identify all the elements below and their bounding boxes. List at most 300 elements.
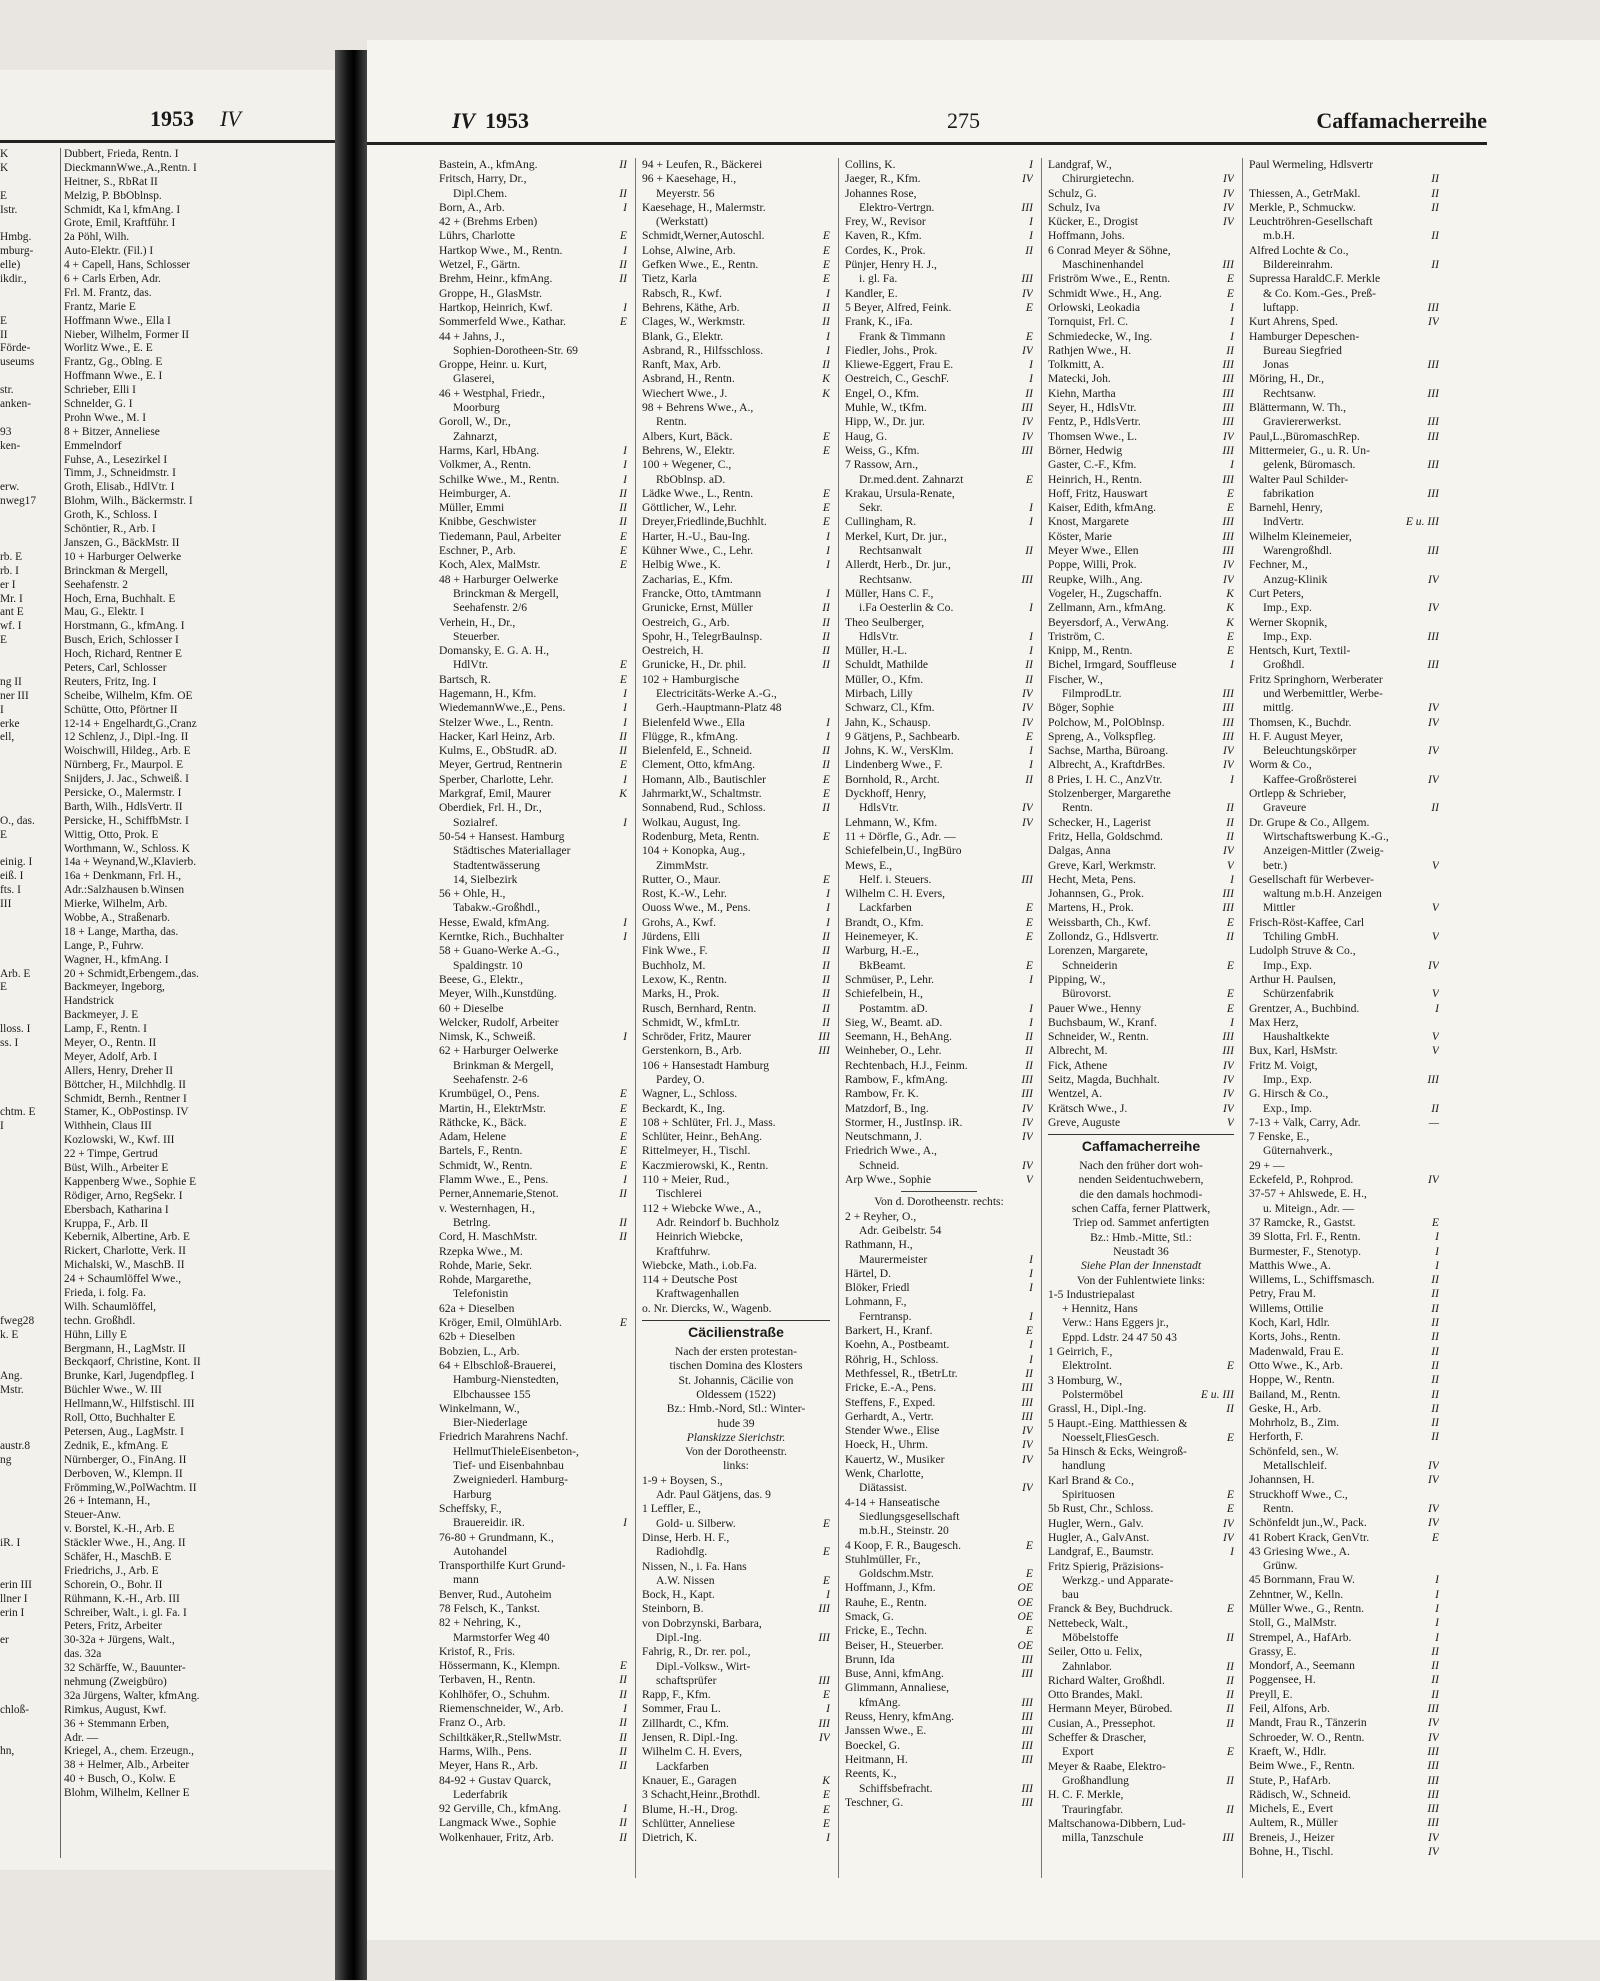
- floor-marker: IV: [1223, 1101, 1234, 1115]
- floor-marker: I: [826, 329, 830, 343]
- floor-marker: I: [826, 915, 830, 929]
- directory-entry: [845, 616, 1033, 630]
- directory-entry: [1249, 530, 1439, 544]
- entry-name: Fricke, E., Techn.: [845, 1624, 928, 1638]
- entry-name: Rabsch, R., Kwf.: [642, 286, 722, 300]
- floor-marker: E: [1226, 644, 1234, 658]
- entry-name: Glimmann, Annaliese,: [845, 1681, 950, 1695]
- entry-name: bau: [1062, 1588, 1079, 1602]
- entry-name: Bielenfeld Wwe., Ella: [642, 715, 745, 729]
- left-listing-row: [0, 981, 335, 995]
- directory-entry: [1048, 1631, 1234, 1645]
- directory-entry: [439, 1445, 627, 1459]
- entry-name: Bichel, Irmgard, Souffleuse: [1048, 658, 1177, 672]
- floor-marker: II: [822, 801, 830, 815]
- directory-entry: [642, 1230, 830, 1244]
- entry-name: Sekr.: [859, 501, 883, 515]
- left-page-volume: IV: [220, 106, 241, 131]
- left-fragment-text: chloß-: [0, 1703, 30, 1716]
- floor-marker: IV: [1428, 601, 1439, 615]
- entry-name: Beese, G., Elektr.,: [439, 972, 524, 986]
- entry-name: Max Herz,: [1249, 1015, 1299, 1029]
- floor-marker: II: [619, 1230, 627, 1244]
- entry-name: Mittler: [1263, 901, 1296, 915]
- entry-name: Dalgas, Anna: [1048, 844, 1111, 858]
- floor-marker: III: [1222, 401, 1234, 415]
- book-gutter: [335, 50, 367, 1980]
- directory-entry: [1249, 973, 1439, 987]
- floor-marker: E: [1226, 958, 1234, 972]
- floor-marker: II: [822, 1001, 830, 1015]
- directory-entry: [439, 401, 627, 415]
- column-rule: [1242, 158, 1243, 1878]
- left-listing-row: [0, 1301, 335, 1315]
- directory-entry: [1249, 1831, 1439, 1845]
- floor-marker: II: [1431, 1358, 1439, 1372]
- directory-entry: [439, 544, 627, 558]
- directory-entry: [439, 1673, 627, 1687]
- directory-entry: [1249, 487, 1439, 501]
- floor-marker: I: [623, 715, 627, 729]
- floor-marker: IV: [1223, 186, 1234, 200]
- left-fragment-text: ss. I: [0, 1037, 19, 1049]
- floor-marker: I: [826, 1831, 830, 1845]
- left-listing-row: [0, 1384, 335, 1398]
- directory-entry: [1048, 1302, 1234, 1316]
- entry-name: Smack, G.: [845, 1609, 894, 1623]
- directory-entry: [1048, 901, 1234, 915]
- floor-marker: IV: [1022, 1115, 1033, 1129]
- directory-entry: [845, 187, 1033, 201]
- floor-marker: E: [1226, 501, 1234, 515]
- entry-name: Mondorf, A., Seemann: [1249, 1659, 1355, 1673]
- floor-marker: E: [1025, 472, 1033, 486]
- entry-name: Schulz, G.: [1048, 186, 1097, 200]
- left-listing-row: [0, 1690, 335, 1704]
- directory-entry: [439, 258, 627, 272]
- left-listing-row: [0, 384, 335, 398]
- entry-name: Willems, Ottilie: [1249, 1301, 1324, 1315]
- directory-entry: [845, 215, 1033, 229]
- floor-marker: IV: [1022, 1424, 1033, 1438]
- floor-marker: II: [1025, 1030, 1033, 1044]
- floor-marker: E: [822, 1788, 830, 1802]
- entry-name: Zollondz, G., Hdlsvertr.: [1048, 930, 1159, 944]
- entry-name: 7 Rassow, Arn.,: [845, 458, 918, 472]
- floor-marker: III: [1427, 1816, 1439, 1830]
- floor-marker: E: [619, 1087, 627, 1101]
- directory-entry: [845, 1367, 1033, 1381]
- entry-name: Kücker, E., Drogist: [1048, 215, 1139, 229]
- floor-marker: II: [1431, 172, 1439, 186]
- left-listing-row: [0, 565, 335, 579]
- floor-marker: E: [822, 1545, 830, 1559]
- left-fragment-text: E: [0, 981, 7, 994]
- directory-entry: [439, 730, 627, 744]
- entry-name: Meyer, Gertrud, Rentnerin: [439, 758, 563, 772]
- floor-marker: K: [1226, 615, 1234, 629]
- floor-marker: III: [1222, 729, 1234, 743]
- floor-marker: II: [1226, 1659, 1234, 1673]
- left-listing-row: [0, 1079, 335, 1093]
- left-fragment-text: I: [0, 703, 4, 716]
- directory-entry: [1249, 1102, 1439, 1116]
- entry-name: Sieg, W., Beamt. aD.: [845, 1015, 943, 1029]
- floor-marker: E: [1226, 1488, 1234, 1502]
- directory-entry: [845, 1381, 1033, 1395]
- directory-entry: [439, 787, 627, 801]
- left-listing-row: [0, 287, 335, 301]
- directory-entry: [642, 1116, 830, 1130]
- directory-entry: [845, 1767, 1033, 1781]
- entry-name: Bock, H., Kapt.: [642, 1588, 715, 1602]
- floor-marker: IV: [1223, 200, 1234, 214]
- entry-name: mittlg.: [1263, 701, 1294, 715]
- floor-marker: I: [1435, 1258, 1439, 1272]
- left-fragment-text: hn,: [0, 1745, 15, 1758]
- directory-entry: [642, 387, 830, 401]
- entry-name: Stelzer Wwe., L., Rentn.: [439, 715, 554, 729]
- directory-entry: [1249, 187, 1439, 201]
- floor-marker: V: [1431, 1030, 1439, 1044]
- left-listing-row: [0, 440, 335, 454]
- directory-entry: [1249, 701, 1439, 715]
- entry-name: Köster, Marie: [1048, 529, 1112, 543]
- directory-entry: [1249, 258, 1439, 272]
- floor-marker: III: [1427, 1073, 1439, 1086]
- entry-name: Reents, K.,: [845, 1767, 897, 1781]
- floor-marker: III: [1021, 1652, 1033, 1666]
- floor-marker: K: [822, 1773, 830, 1787]
- directory-entry: [642, 272, 830, 286]
- entry-name: Rambow, F., kfmAng.: [845, 1073, 948, 1086]
- left-fragment-text: mburg-: [0, 245, 34, 258]
- floor-marker: E: [1431, 1530, 1439, 1544]
- floor-marker: E: [822, 829, 830, 843]
- directory-entry: [642, 487, 830, 501]
- entry-name: Zehntner, W., Kelln.: [1249, 1587, 1344, 1601]
- directory-entry: [1048, 716, 1234, 730]
- floor-marker: I: [623, 815, 627, 829]
- directory-entry: [439, 229, 627, 243]
- floor-marker: III: [1021, 1781, 1033, 1795]
- left-listing-row: [0, 1537, 335, 1551]
- entry-name: Kaffee-Großrösterei: [1263, 772, 1357, 786]
- directory-entry: [845, 1667, 1033, 1681]
- entry-name: Harms, Wilh., Pens.: [439, 1744, 532, 1758]
- left-listing-row: [0, 1162, 335, 1176]
- directory-entry: [439, 930, 627, 944]
- directory-entry: [1048, 1660, 1234, 1674]
- floor-marker: IV: [1223, 558, 1234, 572]
- floor-marker: III: [1427, 415, 1439, 429]
- entry-name: Knost, Margarete: [1048, 515, 1129, 529]
- left-listing-row: [0, 509, 335, 523]
- left-fragment-text: O., das.: [0, 814, 35, 827]
- directory-entry: [439, 859, 627, 873]
- directory-entry: [845, 873, 1033, 887]
- entry-name: Fricke, E.-A., Pens.: [845, 1381, 937, 1395]
- left-listing-row: [0, 856, 335, 870]
- entry-name: Dinse, Herb. H. F.,: [642, 1530, 730, 1544]
- left-fragment-text: eiß. I: [0, 870, 24, 883]
- entry-name: Brinkman & Mergell,: [453, 1058, 554, 1072]
- directory-entry: [439, 1759, 627, 1773]
- floor-marker: II: [822, 315, 830, 329]
- entry-name: Rohde, Marie, Sekr.: [439, 1258, 533, 1272]
- entry-name: Wirtschaftswerbung K.-G.,: [1263, 829, 1389, 843]
- directory-entry: [1249, 987, 1439, 1001]
- directory-entry: [439, 1330, 627, 1344]
- directory-entry: [1249, 1388, 1439, 1402]
- left-entry-text: Kriegel, A., chem. Erzeugn.,: [64, 1745, 194, 1758]
- directory-entry: [845, 844, 1033, 858]
- entry-name: Oestreich, G., Arb.: [642, 615, 730, 629]
- entry-name: Telefonistin: [453, 1287, 509, 1301]
- directory-entry: [642, 401, 830, 415]
- directory-entry: [1048, 1745, 1234, 1759]
- floor-marker: I: [1230, 1015, 1234, 1029]
- floor-marker: I: [623, 930, 627, 944]
- floor-marker: II: [619, 1759, 627, 1773]
- directory-entry: [1249, 716, 1439, 730]
- entry-name: Wilhelm C. H. Evers,: [642, 1745, 742, 1759]
- left-fragment-text: Istr.: [0, 203, 18, 216]
- left-listing-row: [0, 1732, 335, 1746]
- floor-marker: II: [1431, 1273, 1439, 1287]
- entry-name: Jürdens, Elli: [642, 930, 700, 944]
- floor-marker: I: [623, 915, 627, 929]
- entry-name: betr.): [1263, 858, 1288, 872]
- directory-entry: [1249, 1016, 1439, 1030]
- floor-marker: III: [1222, 515, 1234, 529]
- entry-name: Wenk, Charlotte,: [845, 1467, 924, 1481]
- left-entry-text: Backmeyer, Ingeborg,: [64, 981, 165, 994]
- floor-marker: III: [1222, 715, 1234, 729]
- directory-entry: [1249, 1302, 1439, 1316]
- left-listing-row: [0, 1551, 335, 1565]
- entry-name: Schiltkäker,R.,StellwMstr.: [439, 1730, 562, 1744]
- entry-name: Marmstorfer Weg 40: [453, 1630, 550, 1644]
- left-listing-row: [0, 690, 335, 704]
- directory-entry: [845, 730, 1033, 744]
- directory-entry: [1249, 1273, 1439, 1287]
- directory-entry: [845, 658, 1033, 672]
- floor-marker: I: [1029, 515, 1033, 529]
- directory-entry: [439, 587, 627, 601]
- directory-entry: [1048, 1674, 1234, 1688]
- directory-entry: [1249, 201, 1439, 215]
- floor-marker: II: [619, 1673, 627, 1687]
- entry-name: Kaiser, Edith, kfmAng.: [1048, 501, 1157, 515]
- floor-marker: E: [1226, 272, 1234, 286]
- entry-name: Behrens, W., Elektr.: [642, 443, 735, 457]
- entry-name: Stuhlmüller, Fr.,: [845, 1552, 921, 1566]
- directory-entry: [845, 887, 1033, 901]
- left-listing-row: [0, 662, 335, 676]
- directory-entry: [439, 287, 627, 301]
- directory-entry: [439, 1030, 627, 1044]
- floor-marker: E: [619, 1158, 627, 1172]
- floor-marker: V: [1431, 930, 1439, 944]
- entry-name: Meyerstr. 56: [656, 186, 715, 200]
- floor-marker: II: [1431, 1287, 1439, 1301]
- floor-marker: I: [1029, 629, 1033, 643]
- entry-name: Aultem, R., Müller: [1249, 1816, 1338, 1830]
- directory-entry: [642, 1016, 830, 1030]
- floor-marker: E: [822, 258, 830, 272]
- entry-name: Zellmann, Arn., kfmAng.: [1048, 601, 1166, 615]
- left-listing-row: [0, 870, 335, 884]
- left-entry-text: Worthmann, W., Schloss. K: [64, 842, 190, 855]
- entry-name: Oestreich, C., GeschF.: [845, 372, 950, 386]
- street-description-line: Von d. Dorotheenstr. rechts:: [874, 1195, 1004, 1209]
- entry-name: Pauer Wwe., Henny: [1048, 1001, 1142, 1015]
- left-entry-text: Groth, Elisab., HdlVtr. I: [64, 481, 175, 494]
- directory-entry: [642, 1674, 830, 1688]
- directory-entry: [1249, 1230, 1439, 1244]
- floor-marker: —: [1428, 1115, 1439, 1129]
- entry-name: Oestreich, H.: [642, 644, 704, 658]
- directory-entry: [439, 1831, 627, 1845]
- directory-entry: [642, 1087, 830, 1101]
- left-fragment-text: I: [0, 1120, 4, 1133]
- directory-entry: [1249, 730, 1439, 744]
- left-fragment-text: K: [0, 148, 9, 160]
- entry-name: Matecki, Joh.: [1048, 372, 1111, 386]
- directory-entry: [845, 1173, 1033, 1187]
- floor-marker: III: [1021, 1695, 1033, 1709]
- directory-entry: [439, 987, 627, 1001]
- directory-entry: [642, 859, 830, 873]
- left-entry-text: Heitner, S., RbRat II: [64, 175, 158, 188]
- entry-name: Cusian, A., Pressephot.: [1048, 1716, 1156, 1730]
- street-description-line: St. Johannis, Cäcilie von: [678, 1373, 794, 1387]
- directory-entry: [845, 515, 1033, 529]
- floor-marker: IV: [1022, 343, 1033, 357]
- directory-entry: [439, 1187, 627, 1201]
- floor-marker: IV: [1022, 686, 1033, 700]
- floor-marker: E: [1226, 987, 1234, 1001]
- entry-name: Hecht, Meta, Pens.: [1048, 872, 1136, 886]
- entry-name: Clement, Otto, kfmAng.: [642, 758, 756, 772]
- directory-entry: [642, 1602, 830, 1616]
- directory-entry: [1048, 1717, 1234, 1731]
- left-listing-row: [0, 162, 335, 176]
- directory-entry: [642, 1488, 830, 1502]
- directory-entry: [1048, 730, 1234, 744]
- directory-entry: [845, 1338, 1033, 1352]
- entry-name: Kaesehage, H., Malermstr.: [642, 200, 766, 214]
- directory-entry: [642, 244, 830, 258]
- directory-entry: [1249, 473, 1439, 487]
- entry-name: Hipp, W., Dr. jur.: [845, 415, 925, 429]
- entry-name: Johns, K. W., VersKlm.: [845, 744, 954, 758]
- directory-entry: [1048, 1702, 1234, 1716]
- floor-marker: III: [1222, 1044, 1234, 1058]
- directory-entry: [845, 1639, 1033, 1653]
- directory-entry: [642, 1645, 830, 1659]
- entry-name: Brandt, O., Kfm.: [845, 915, 924, 929]
- entry-name: Asbrand, H., Rentn.: [642, 372, 735, 386]
- directory-entry: [845, 1044, 1033, 1058]
- entry-name: Helf. i. Steuers.: [859, 872, 932, 886]
- left-page-listing: [0, 148, 335, 1801]
- left-listing-row: [0, 231, 335, 245]
- entry-name: 1 Geirrich, F.,: [1048, 1345, 1113, 1359]
- directory-entry: [1048, 1002, 1234, 1016]
- directory-entry: [439, 358, 627, 372]
- directory-entry: [439, 1216, 627, 1230]
- left-entry-text: Beckqaorf, Christine, Kont. II: [64, 1356, 201, 1369]
- directory-entry: [439, 501, 627, 515]
- entry-name: v. Westernhagen, H.,: [439, 1201, 535, 1215]
- entry-name: 112 + Wiebcke Wwe., A.,: [642, 1201, 762, 1215]
- left-listing-row: [0, 1093, 335, 1107]
- entry-name: HdlsVtr.: [859, 629, 899, 643]
- directory-entry: [439, 616, 627, 630]
- directory-entry: [439, 1788, 627, 1802]
- floor-marker: IV: [1428, 744, 1439, 758]
- directory-entry: [642, 616, 830, 630]
- floor-marker: I: [1029, 1001, 1033, 1015]
- directory-entry: [1048, 401, 1234, 415]
- entry-name: Müller, Hans C. F.,: [845, 586, 934, 600]
- entry-name: Heinrich, H., Rentn.: [1048, 472, 1143, 486]
- floor-marker: IV: [1022, 701, 1033, 715]
- left-page-fragment: [0, 70, 335, 1870]
- floor-marker: IV: [1428, 1845, 1439, 1859]
- directory-entry: [439, 1473, 627, 1487]
- directory-entry: [642, 1803, 830, 1817]
- directory-entry: [439, 658, 627, 672]
- directory-entry: [642, 1660, 830, 1674]
- directory-entry: [1048, 887, 1234, 901]
- entry-name: Rittelmeyer, H., Tischl.: [642, 1144, 751, 1158]
- directory-entry: [439, 1616, 627, 1630]
- floor-marker: III: [1021, 1667, 1033, 1681]
- directory-entry: [642, 1631, 830, 1645]
- floor-marker: IV: [1223, 572, 1234, 586]
- entry-name: Frank, K., iFa.: [845, 315, 913, 329]
- directory-entry: [845, 372, 1033, 386]
- floor-marker: E: [822, 1688, 830, 1702]
- entry-name: Wolkenhauer, Fritz, Arb.: [439, 1830, 554, 1844]
- entry-name: Struckhoff Wwe., C.,: [1249, 1487, 1348, 1501]
- entry-name: Rentn.: [656, 415, 687, 429]
- floor-marker: II: [822, 1015, 830, 1029]
- entry-name: 5 Haupt.-Eing. Matthiessen &: [1048, 1416, 1188, 1430]
- entry-name: Breneis, J., Heizer: [1249, 1830, 1335, 1844]
- directory-entry: [439, 272, 627, 286]
- floor-marker: IV: [1428, 1459, 1439, 1473]
- entry-name: Rusch, Bernhard, Rentn.: [642, 1001, 757, 1015]
- entry-name: Janssen Wwe., E.: [845, 1724, 927, 1738]
- floor-marker: IV: [1428, 1716, 1439, 1730]
- entry-name: Cord, H. MaschMstr.: [439, 1230, 538, 1244]
- left-listing-row: [0, 1204, 335, 1218]
- directory-entry: [439, 1802, 627, 1816]
- floor-marker: I: [623, 1702, 627, 1716]
- directory-entry: [1048, 558, 1234, 572]
- floor-marker: II: [1226, 1630, 1234, 1644]
- directory-entry: [439, 744, 627, 758]
- entry-name: Born, A., Arb.: [439, 200, 505, 214]
- directory-entry: [1048, 1602, 1234, 1616]
- floor-marker: IV: [1022, 286, 1033, 300]
- entry-name: Francke, Otto, tAmtmann: [642, 586, 762, 600]
- entry-name: Bielenfeld, E., Schneid.: [642, 744, 753, 758]
